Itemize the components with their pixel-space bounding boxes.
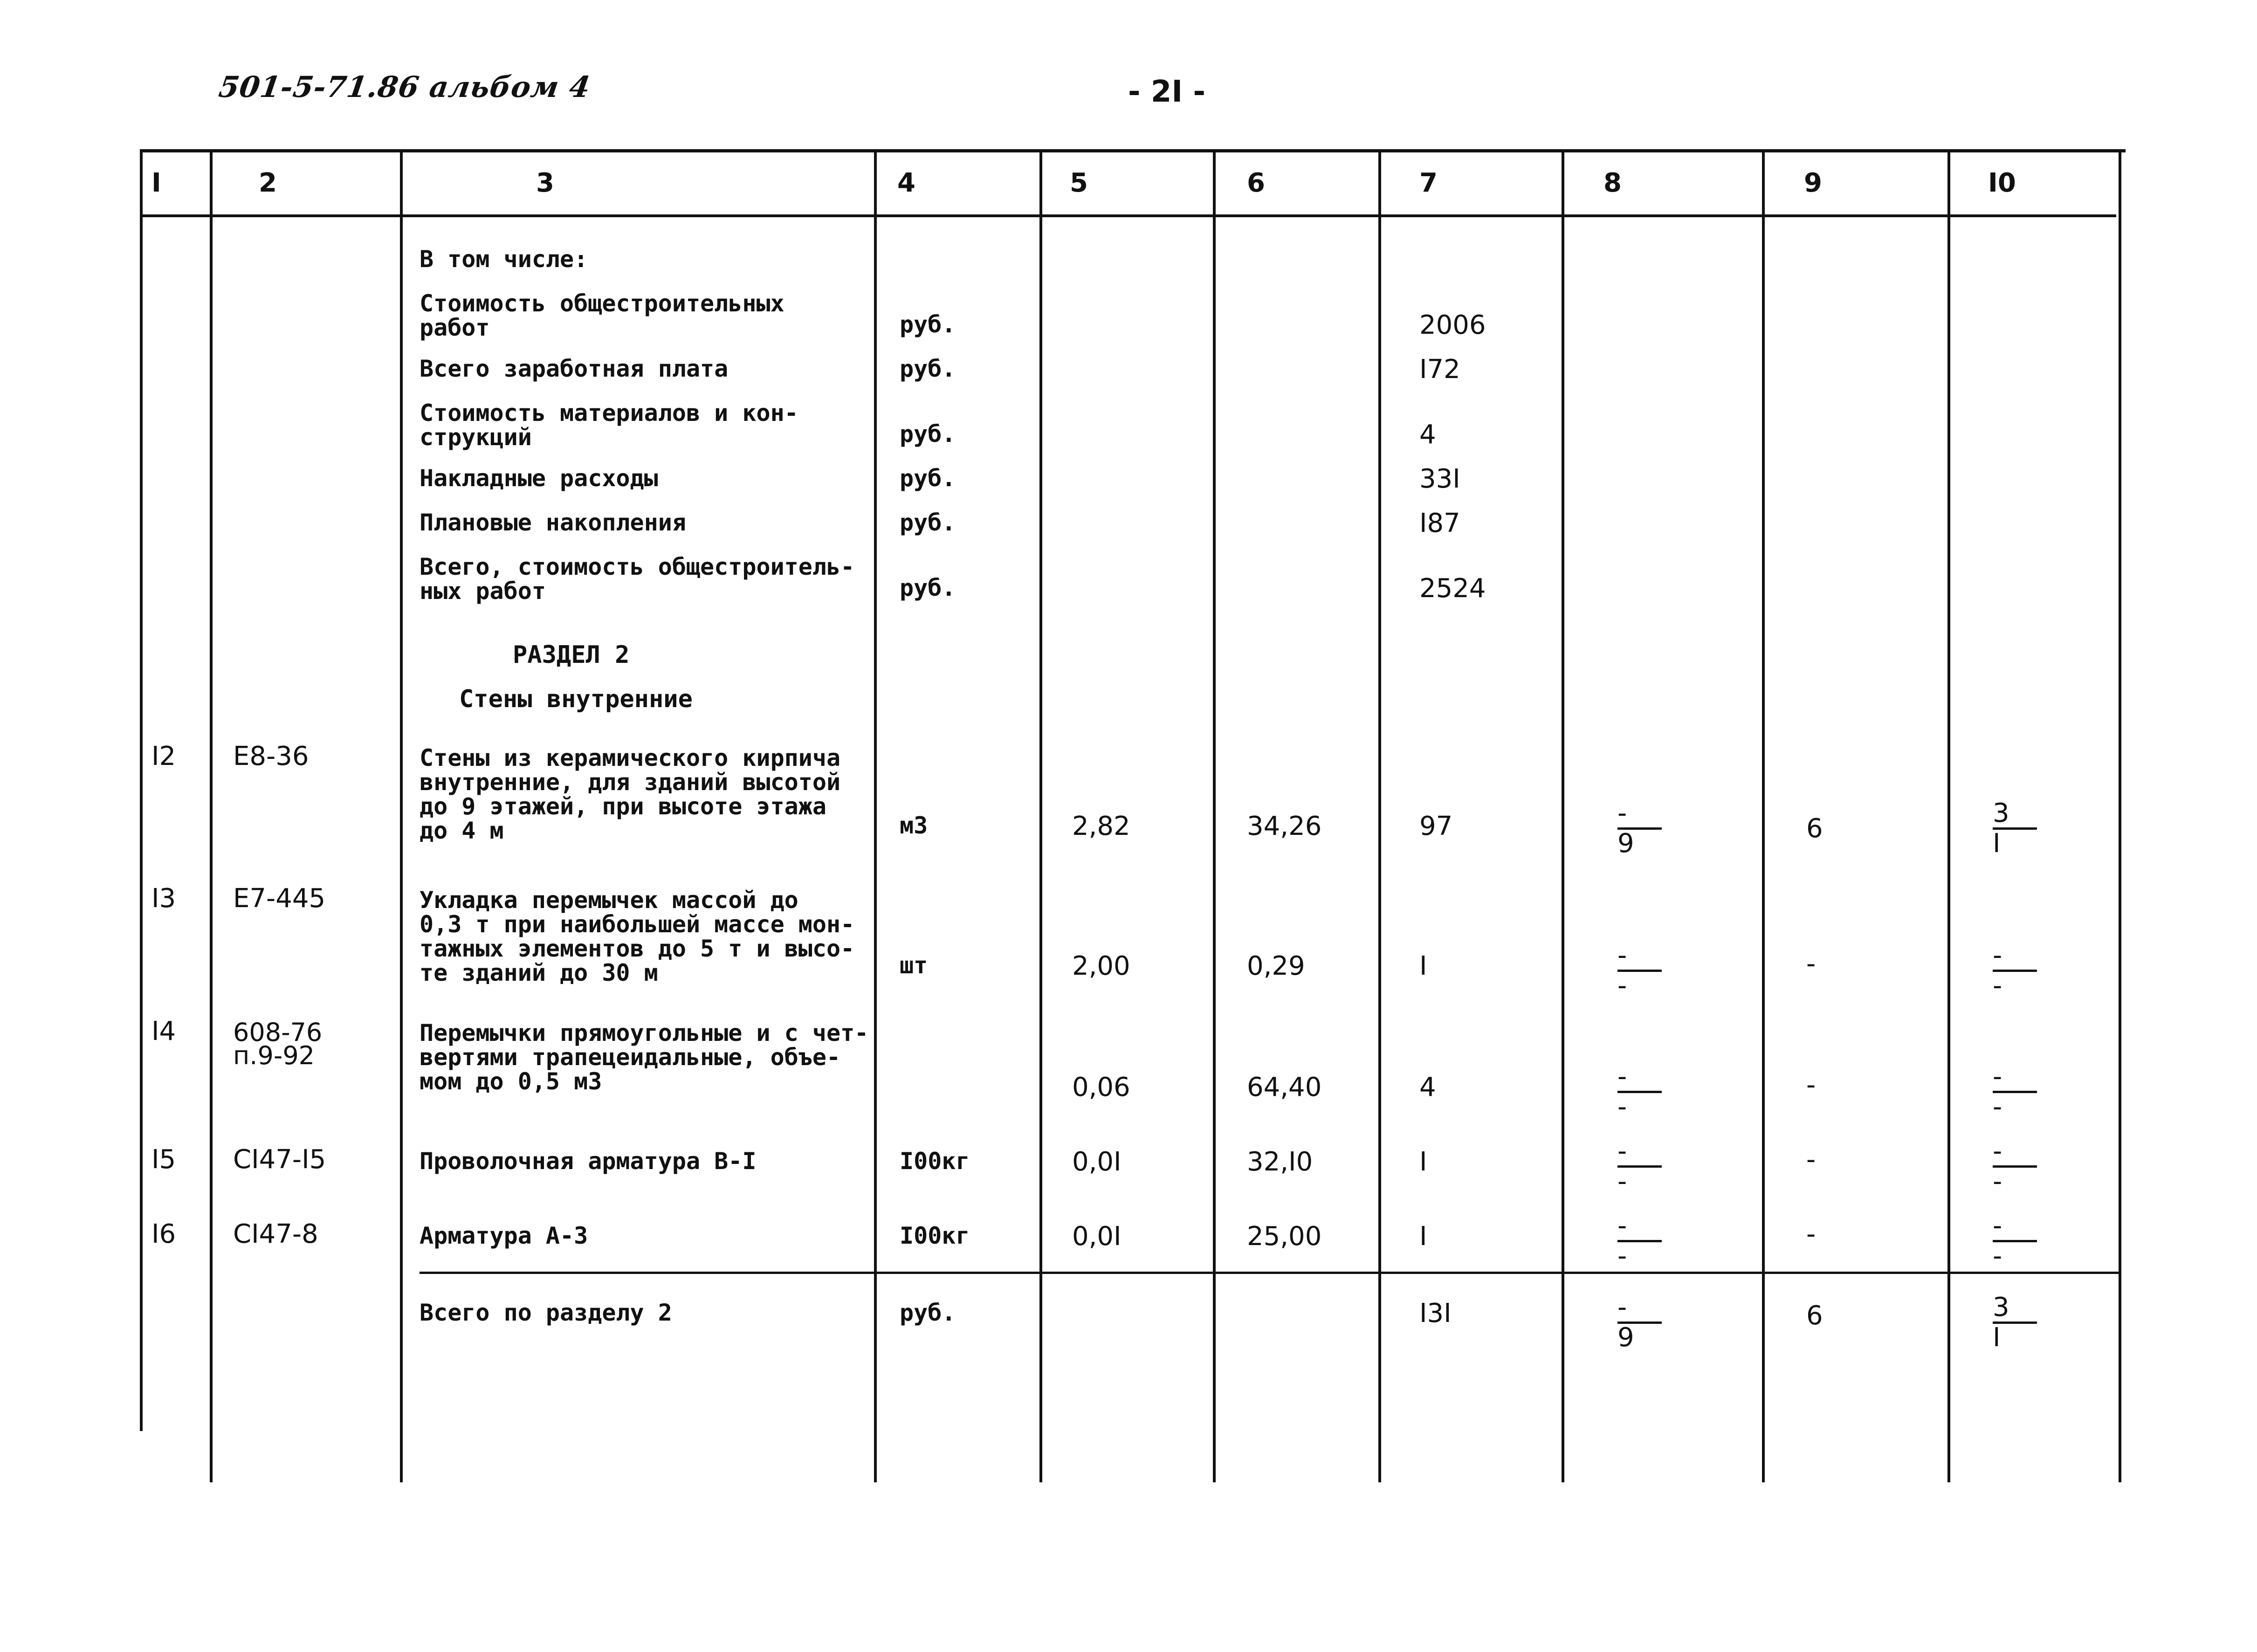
row-price: 34,26: [1247, 811, 1322, 841]
fraction-top: -: [1617, 1137, 1662, 1168]
table-top-border: [140, 149, 2126, 152]
row-unit: I00кг: [900, 1222, 970, 1249]
intro-item-value: I72: [1419, 354, 1460, 385]
row-code: СI47-I5: [233, 1144, 326, 1175]
page-number: - 2I -: [1128, 75, 1206, 109]
col-header-8: 8: [1603, 168, 1622, 198]
row-col9: -: [1806, 1070, 1816, 1100]
row-code: СI47-8: [233, 1219, 318, 1249]
row-code: Е7-445: [233, 883, 326, 914]
row-quantity: 0,0I: [1072, 1147, 1122, 1177]
row-col9: 6: [1806, 813, 1823, 844]
col-border-6: [1213, 149, 1216, 1482]
intro-item-unit: руб.: [900, 420, 956, 447]
intro-item-desc: Накладные расходы: [420, 465, 658, 492]
col-header-1: I: [151, 168, 161, 198]
col-border-2: [210, 149, 213, 1482]
fraction-top: 3: [1993, 799, 2037, 830]
col-header-9: 9: [1804, 168, 1822, 198]
col-header-6: 6: [1247, 168, 1265, 198]
row-cost: I: [1419, 1221, 1427, 1252]
intro-label: В том числе:: [420, 246, 588, 273]
total-col8-fraction: [1617, 1294, 1655, 1352]
row-col10-fraction: [1993, 1137, 2030, 1196]
fraction-bottom: 9: [1617, 1322, 1634, 1353]
document-code: 501-5-71.86 альбом 4: [216, 70, 593, 104]
intro-item-desc: Всего заработная плата: [420, 355, 729, 382]
row-cost: 97: [1419, 811, 1453, 841]
intro-item-value: 33I: [1419, 464, 1460, 494]
intro-item-unit: руб.: [900, 355, 956, 382]
col-border-3: [400, 149, 403, 1482]
row-col10-fraction: [1993, 799, 2030, 858]
col-header-3: 3: [536, 168, 554, 198]
col-header-7: 7: [1419, 168, 1438, 198]
fraction-bottom: I: [1993, 1322, 2001, 1353]
row-cost: I: [1419, 1147, 1427, 1177]
intro-item-value: I87: [1419, 508, 1460, 538]
total-col9: 6: [1806, 1301, 1823, 1331]
total-col10-fraction: [1993, 1294, 2030, 1352]
intro-item-unit: руб.: [900, 311, 956, 338]
fraction-top: -: [1993, 1212, 2037, 1242]
col-header-2: 2: [259, 168, 277, 198]
intro-item-desc: Стоимость материалов и кон- струкций: [420, 399, 798, 451]
col-border-8: [1562, 149, 1564, 1482]
row-description: Укладка перемычек массой до 0,3 т при наибольшей массе мон- тажных элементов до 5 т и высо- те зданий до 30 м: [420, 887, 855, 986]
header-bottom-border: [140, 214, 2116, 217]
row-col10-fraction: [1993, 942, 2030, 1000]
total-separator: [420, 1272, 2121, 1274]
row-description: Перемычки прямоугольные и с чет- вертями трапецеидальные, объе- мом до 0,5 м3: [420, 1019, 869, 1095]
fraction-bottom: -: [1617, 1241, 1627, 1271]
row-description: Стены из керамического кирпича внутренние, для зданий высотой до 9 этажей, при высоте этажа до 4 м: [420, 744, 841, 844]
row-description: Арматура А-3: [420, 1222, 588, 1249]
total-description: Всего по разделу 2: [420, 1299, 672, 1326]
row-number: I6: [151, 1219, 176, 1249]
row-code: 608-76 п.9-92: [233, 1018, 323, 1070]
fraction-top: -: [1993, 1063, 2037, 1093]
row-col8-fraction: [1617, 1137, 1655, 1196]
fraction-bottom: -: [1617, 971, 1627, 1001]
row-unit: шт: [900, 952, 928, 979]
fraction-top: -: [1993, 1137, 2037, 1168]
col-header-10: I0: [1988, 168, 2016, 198]
col-border-1: [140, 149, 143, 1431]
col-header-5: 5: [1070, 168, 1088, 198]
row-col8-fraction: [1617, 1063, 1655, 1121]
row-price: 0,29: [1247, 951, 1305, 981]
intro-item-unit: руб.: [900, 465, 956, 492]
row-unit: м3: [900, 812, 928, 839]
fraction-top: -: [1617, 1063, 1662, 1093]
row-code: Е8-36: [233, 741, 309, 771]
row-number: I3: [151, 883, 176, 914]
intro-item-desc: Стоимость общестроительных работ: [420, 290, 784, 341]
fraction-top: -: [1617, 1212, 1662, 1242]
row-col9: -: [1806, 949, 1816, 979]
intro-item-unit: руб.: [900, 574, 956, 601]
row-number: I2: [151, 741, 176, 771]
intro-item-desc: Всего, стоимость общестроитель- ных работ: [420, 553, 855, 605]
total-cost: I3I: [1419, 1298, 1452, 1328]
row-quantity: 2,00: [1072, 951, 1130, 981]
fraction-bottom: -: [1617, 1092, 1627, 1122]
intro-item-value: 2524: [1419, 573, 1486, 604]
col-border-4: [874, 149, 877, 1482]
row-price: 32,I0: [1247, 1147, 1313, 1177]
row-col9: -: [1806, 1219, 1816, 1249]
intro-item-value: 2006: [1419, 310, 1486, 340]
row-col10-fraction: [1993, 1212, 2030, 1270]
fraction-bottom: -: [1993, 1092, 2002, 1122]
col-header-4: 4: [897, 168, 915, 198]
row-cost: 4: [1419, 1072, 1436, 1102]
row-col10-fraction: [1993, 1063, 2030, 1121]
row-price: 64,40: [1247, 1072, 1322, 1102]
fraction-top: -: [1617, 942, 1662, 972]
col-border-5: [1039, 149, 1042, 1482]
fraction-top: -: [1993, 942, 2037, 972]
fraction-bottom: 9: [1617, 828, 1634, 859]
fraction-bottom: -: [1993, 971, 2002, 1001]
col-border-10: [1947, 149, 1950, 1482]
row-number: I5: [151, 1144, 176, 1175]
section-subtitle: Стены внутренние: [459, 685, 693, 713]
row-price: 25,00: [1247, 1221, 1322, 1252]
section-title: РАЗДЕЛ 2: [513, 641, 630, 669]
row-quantity: 0,06: [1072, 1072, 1130, 1102]
fraction-top: 3: [1993, 1294, 2037, 1324]
estimate-table: [140, 149, 2126, 1492]
row-col9: -: [1806, 1144, 1816, 1175]
col-border-9: [1762, 149, 1765, 1482]
row-description: Проволочная арматура В-I: [420, 1148, 757, 1175]
intro-item-unit: руб.: [900, 509, 956, 536]
row-quantity: 0,0I: [1072, 1221, 1122, 1252]
row-quantity: 2,82: [1072, 811, 1130, 841]
intro-item-desc: Плановые накопления: [420, 509, 686, 536]
fraction-bottom: -: [1993, 1241, 2002, 1271]
row-number: I4: [151, 1016, 176, 1046]
fraction-bottom: -: [1617, 1166, 1627, 1197]
col-border-11: [2119, 149, 2121, 1482]
fraction-top: -: [1617, 799, 1662, 830]
col-border-7: [1378, 149, 1381, 1482]
row-col8-fraction: [1617, 799, 1655, 858]
row-col8-fraction: [1617, 1212, 1655, 1270]
row-unit: I00кг: [900, 1148, 970, 1175]
fraction-bottom: I: [1993, 828, 2001, 859]
fraction-bottom: -: [1993, 1166, 2002, 1197]
row-cost: I: [1419, 951, 1427, 981]
total-unit: руб.: [900, 1299, 956, 1326]
fraction-top: -: [1617, 1294, 1662, 1324]
row-col8-fraction: [1617, 942, 1655, 1000]
intro-item-value: 4: [1419, 420, 1436, 450]
